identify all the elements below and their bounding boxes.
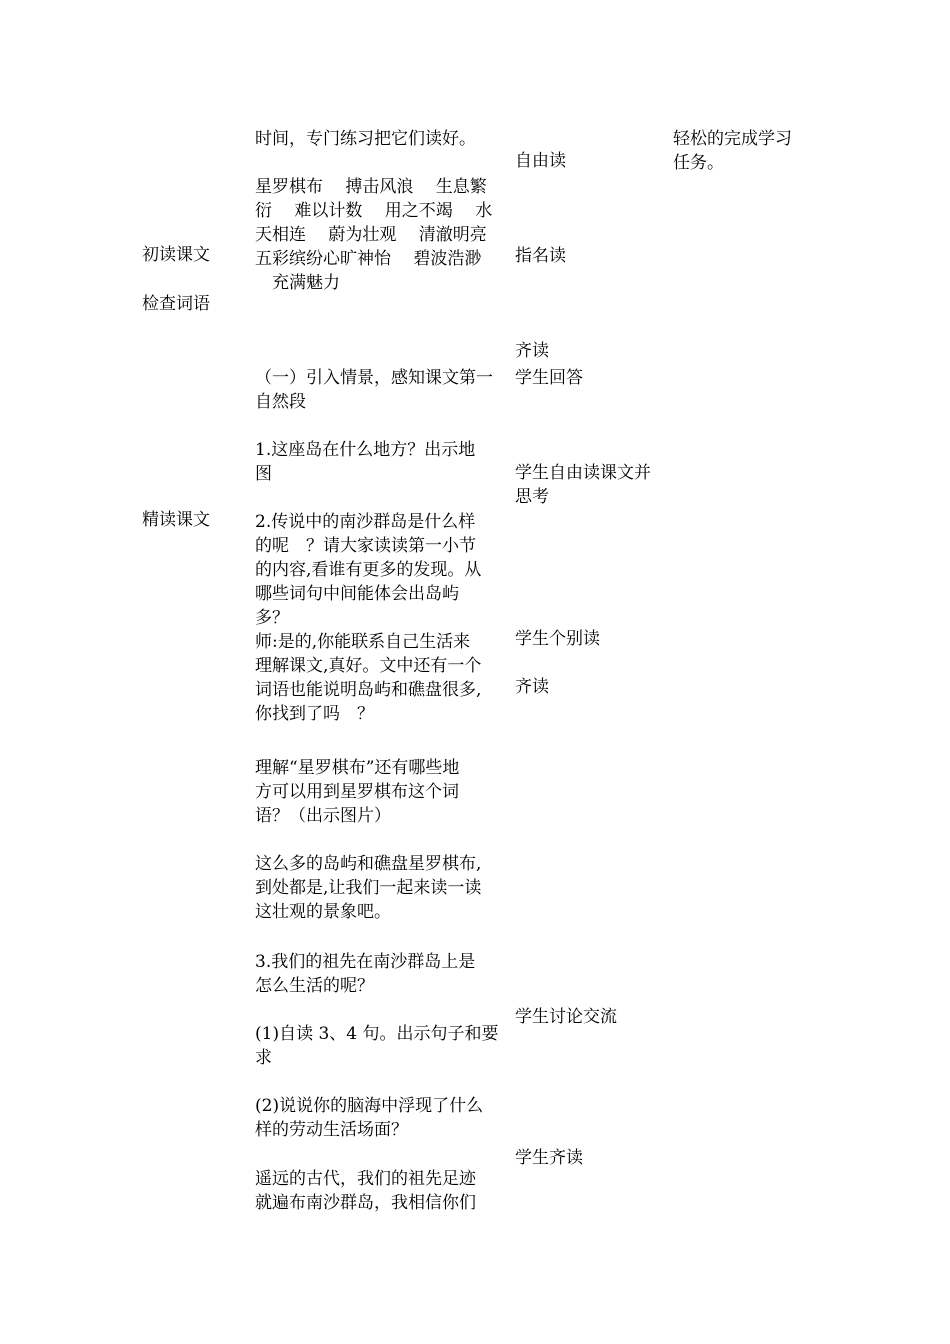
vocab-line: 星罗棋布 搏击风浪 生息繁 (255, 177, 487, 197)
teaching-line: 理解课文,真好。文中还有一个 (255, 656, 482, 676)
teaching-line: （一）引入情景，感知课文第一 (255, 368, 493, 388)
section-label-jiancha: 检查词语 (142, 294, 210, 314)
teaching-line: 的呢 ？请大家读读第一小节 (255, 536, 476, 556)
teaching-line: 语？（出示图片） (255, 806, 391, 826)
teaching-line: 遥远的古代，我们的祖先足迹 (255, 1169, 476, 1189)
student-activity: 自由读 (515, 151, 566, 171)
teaching-line: 自然段 (255, 392, 306, 412)
design-intent: 轻松的完成学习 (673, 129, 792, 149)
teaching-line: 的内容,看谁有更多的发现。从 (255, 560, 482, 580)
vocab-line: 衍 难以计数 用之不竭 水 (255, 201, 493, 221)
teaching-line: 这么多的岛屿和礁盘星罗棋布, (255, 854, 482, 874)
teaching-line: 你找到了吗 ？ (255, 704, 374, 724)
teaching-line: 词语也能说明岛屿和礁盘很多, (255, 680, 482, 700)
teaching-line: 求 (255, 1048, 272, 1068)
teaching-line: 3.我们的祖先在南沙群岛上是 (255, 952, 476, 972)
teaching-line: (2)说说你的脑海中浮现了什么 (255, 1096, 484, 1116)
teaching-line: 到处都是,让我们一起来读一读 (255, 878, 482, 898)
student-activity: 学生个别读 (515, 629, 600, 649)
section-label-chudu: 初读课文 (142, 245, 210, 265)
teaching-line: 怎么生活的呢？ (255, 976, 374, 996)
design-intent: 任务。 (673, 153, 724, 173)
student-activity: 齐读 (515, 341, 549, 361)
vocab-line: 天相连 蔚为壮观 清澈明亮 (255, 225, 487, 245)
student-activity: 指名读 (515, 246, 566, 266)
teaching-line: 1.这座岛在什么地方？出示地 (255, 440, 476, 460)
vocab-line: 充满魅力 (255, 273, 340, 293)
teaching-line: 这壮观的景象吧。 (255, 902, 391, 922)
teaching-line: 样的劳动生活场面？ (255, 1120, 408, 1140)
student-activity: 学生讨论交流 (515, 1007, 617, 1027)
student-activity: 思考 (515, 487, 549, 507)
teaching-line: 2.传说中的南沙群岛是什么样 (255, 512, 476, 532)
student-activity: 学生自由读课文并 (515, 463, 651, 483)
teaching-line: 图 (255, 464, 272, 484)
section-label-jingdu: 精读课文 (142, 510, 210, 530)
teaching-line: 多？ (255, 608, 289, 628)
teaching-line: (1)自读 3、4 句。出示句子和要 (255, 1024, 499, 1044)
teaching-line: 方可以用到星罗棋布这个词 (255, 782, 459, 802)
teaching-line: 就遍布南沙群岛，我相信你们 (255, 1193, 476, 1213)
student-activity: 学生回答 (515, 368, 583, 388)
student-activity: 学生齐读 (515, 1148, 583, 1168)
teaching-line: 理解“星罗棋布”还有哪些地 (255, 758, 460, 778)
vocab-line: 五彩缤纷心旷神怡 碧波浩渺 (255, 249, 482, 269)
teaching-line: 时间，专门练习把它们读好。 (255, 129, 476, 149)
student-activity: 齐读 (515, 677, 549, 697)
teaching-line: 师:是的,你能联系自己生活来 (255, 632, 471, 652)
teaching-line: 哪些词句中间能体会出岛屿 (255, 584, 459, 604)
